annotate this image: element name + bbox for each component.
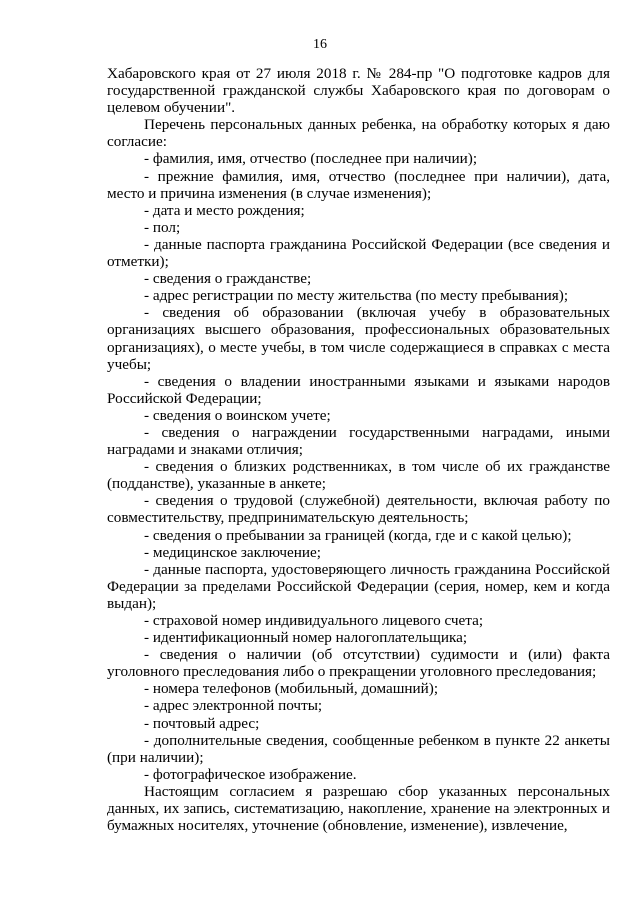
list-item: - сведения о владении иностранными языками и языками народов Российской Федерации;	[107, 372, 610, 407]
list-item: - идентификационный номер налогоплательщика;	[144, 629, 468, 647]
list-item: - сведения о близких родственниках, в том числе об их гражданстве (подданстве), указанные в анкете;	[107, 458, 610, 493]
list-item: - данные паспорта, удостоверяющего личность гражданина Российской Федерации за пределами Российской Федерации (серия, номер, кем и когда выдан);	[107, 560, 610, 612]
document-body	[107, 65, 610, 834]
list-item: - данные паспорта гражданина Российской Федерации (все сведения и отметки);	[107, 235, 610, 271]
list-item: - дата и место рождения;	[144, 201, 305, 219]
list-item: - сведения о наличии (об отсутствии) судимости и (или) факта уголовного преследования либо о прекращении уголовного преследования;	[107, 646, 610, 681]
list-item: - сведения о пребывании за границей (когда, где и с какой целью);	[144, 526, 572, 544]
list-item: - почтовый адрес;	[144, 714, 260, 732]
list-item: - медицинское заключение;	[144, 543, 321, 561]
paragraph-list-intro: Перечень персональных данных ребенка, на обработку которых я даю согласие:	[107, 116, 610, 151]
list-item: - пол;	[144, 218, 181, 236]
list-item: - сведения о трудовой (служебной) деятельности, включая работу по совместительству, предпринимательскую деятельность;	[107, 492, 610, 527]
list-item: - адрес электронной почты;	[144, 697, 323, 715]
page-number: 16	[313, 37, 327, 52]
paragraph-order-reference: Хабаровского края от 27 июля 2018 г. № 284-пр "О подготовке кадров для государственной гражданской службы Хабаровского края по договорам о целевом обучении".	[107, 65, 610, 117]
list-item: - сведения о воинском учете;	[144, 406, 331, 424]
list-item: - фотографическое изображение.	[144, 765, 357, 783]
list-item: - сведения о награждении государственными наградами, иными наградами и знаками отличия;	[107, 423, 610, 459]
list-item: - адрес регистрации по месту жительства (по месту пребывания);	[144, 287, 569, 305]
list-item: - дополнительные сведения, сообщенные ребенком в пункте 22 анкеты (при наличии);	[107, 731, 610, 766]
list-item: - страховой номер индивидуального лицевого счета;	[144, 612, 484, 629]
paragraph-consent-statement: Настоящим согласием я разрешаю сбор указанных персональных данных, их запись, систематизацию, накопление, хранение на электронных и бумажных носителях, уточнение (обновление, изменение), извлечение,	[107, 782, 610, 835]
list-item: - сведения об образовании (включая учебу в образовательных организациях высшего образования, профессиональных образовательных организациях), о месте учебы, в том числе содержащиеся в справках с места учебы;	[107, 304, 610, 373]
list-item: - прежние фамилия, имя, отчество (последнее при наличии), дата, место и причина изменения (в случае изменения);	[107, 167, 610, 202]
list-item: - сведения о гражданстве;	[144, 270, 312, 288]
list-item: - номера телефонов (мобильный, домашний);	[144, 680, 439, 698]
list-item: - фамилия, имя, отчество (последнее при наличии);	[144, 150, 478, 168]
